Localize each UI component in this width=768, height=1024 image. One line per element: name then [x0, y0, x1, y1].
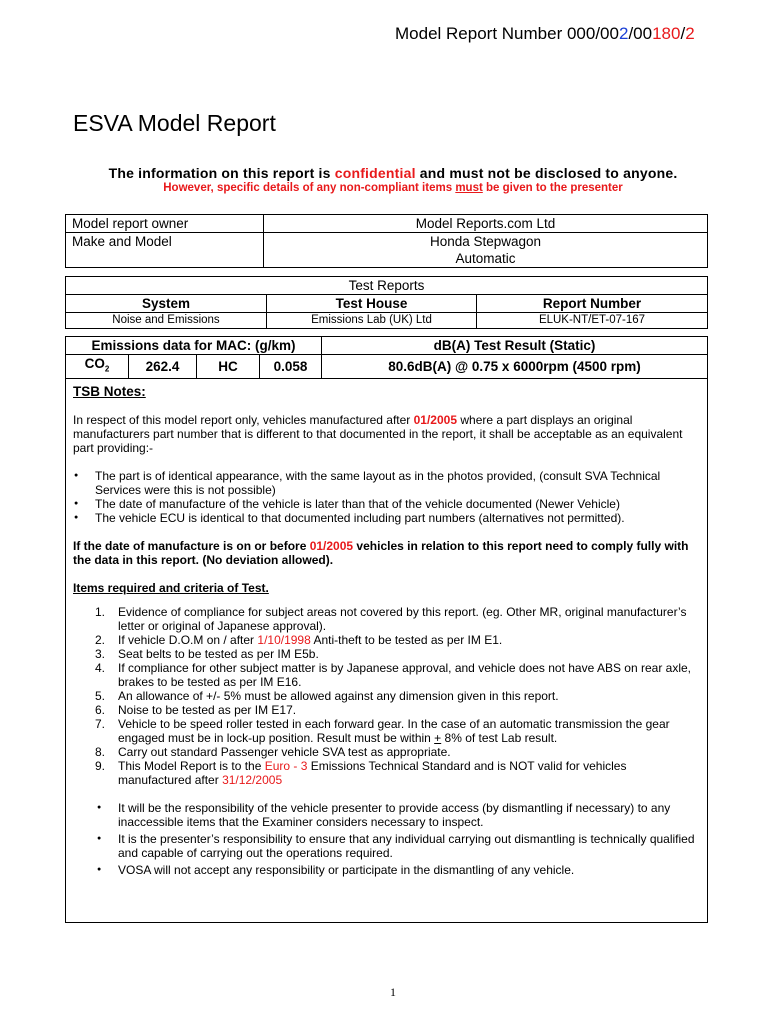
owner-value: Model Reports.com Ltd [264, 215, 708, 233]
list-item: 7. Vehicle to be speed roller tested in each forward gear. In the case of an automatic transmission the gear engaged must be in lock-up position. Result must be within + 8% of test Lab result. [95, 717, 670, 745]
db-label: dB(A) Test Result (Static) [322, 337, 708, 355]
list-item: ● The date of manufacture of the vehicle is later than that of the vehicle documented (Newer Vehicle) [73, 497, 700, 511]
hc-value: 0.058 [260, 355, 322, 379]
list-item: ● The vehicle ECU is identical to that documented including part numbers (alternatives not permitted). [73, 511, 700, 525]
tsb-notes [65, 378, 708, 923]
list-item: 4. If compliance for other subject matter is by Japanese approval, and vehicle does not have ABS on rear axle, brakes to be tested as per IM E16. [95, 661, 691, 689]
tsb-rule: If the date of manufacture is on or before 01/2005 vehicles in relation to this report need to comply fully with the data in this report. (No deviation allowed). [73, 539, 689, 567]
items-heading: Items required and criteria of Test. [73, 581, 269, 595]
page-number: 1 [390, 985, 396, 999]
confidential-notice: The information on this report is confidential and must not be disclosed to anyone. [108, 165, 678, 181]
hc-label: HC [197, 355, 260, 379]
col-system: System [66, 295, 267, 313]
owner-label: Model report owner [66, 215, 264, 233]
conditions-list [73, 469, 700, 525]
db-value: 80.6dB(A) @ 0.75 x 6000rpm (4500 rpm) [322, 355, 708, 379]
list-item: 2. If vehicle D.O.M on / after 1/10/1998 Anti-theft to be tested as per IM E1. [95, 633, 503, 647]
report-number: Model Report Number 000/002/00180/2 [395, 24, 695, 43]
list-item: 8. Carry out standard Passenger vehicle SVA test as appropriate. [95, 745, 451, 759]
list-item: 3. Seat belts to be tested as per IM E5b. [95, 647, 319, 661]
presenter-note: However, specific details of any non-compliant items must be given to the presenter [163, 182, 623, 194]
items-list [73, 605, 700, 787]
co2-label: $CO_2$ [66, 355, 129, 379]
list-item: 5. An allowance of +/- 5% must be allowed against any dimension given in this report. [95, 689, 559, 703]
tsb-heading: TSB Notes: [73, 384, 146, 399]
test-reports-table [65, 276, 708, 329]
list-item: ● It will be the responsibility of the vehicle presenter to provide access (by dismantling if necessary) to any inaccessible items that the Examiner considers necessary to inspect. [73, 801, 700, 829]
row-system: Noise and Emissions [66, 313, 267, 329]
co2-value: 262.4 [129, 355, 197, 379]
list-item: ● It is the presenter’s responsibility to ensure that any individual carrying out dismantling is technically qualified and capable of carrying out the operations required. [73, 832, 700, 860]
col-report-number: Report Number [477, 295, 708, 313]
row-test-house: Emissions Lab (UK) Ltd [267, 313, 477, 329]
emissions-label: Emissions data for MAC: (g/km) [66, 337, 322, 355]
list-item: 1. Evidence of compliance for subject areas not covered by this report. (eg. Other MR, original manufacturer’s letter or original of Japanese approval). [95, 605, 687, 633]
page-title: ESVA Model Report [73, 110, 276, 136]
make-value: Honda Stepwagon Automatic [264, 233, 708, 268]
emissions-table [65, 336, 708, 379]
responsibilities-list [73, 801, 700, 877]
row-report-number: ELUK-NT/ET-07-167 [477, 313, 708, 329]
test-reports-heading: Test Reports [66, 277, 708, 295]
col-test-house: Test House [267, 295, 477, 313]
make-label: Make and Model [66, 233, 264, 268]
owner-table [65, 214, 708, 268]
list-item: ● The part is of identical appearance, with the same layout as in the photos provided, (consult SVA Technical Services were this is not possible) [73, 469, 700, 497]
list-item: 9. This Model Report is to the Euro - 3 Emissions Technical Standard and is NOT valid for vehicles manufactured after 31/12/2005 [95, 759, 627, 787]
list-item: ● VOSA will not accept any responsibility or participate in the dismantling of any vehicle. [73, 863, 700, 877]
tsb-intro: In respect of this model report only, vehicles manufactured after 01/2005 where a part displays an original manufacturers part number that is different to that documented in the report, it shall be acceptable as an equivalent part providing:- [73, 413, 683, 455]
list-item: 6. Noise to be tested as per IM E17. [95, 703, 297, 717]
